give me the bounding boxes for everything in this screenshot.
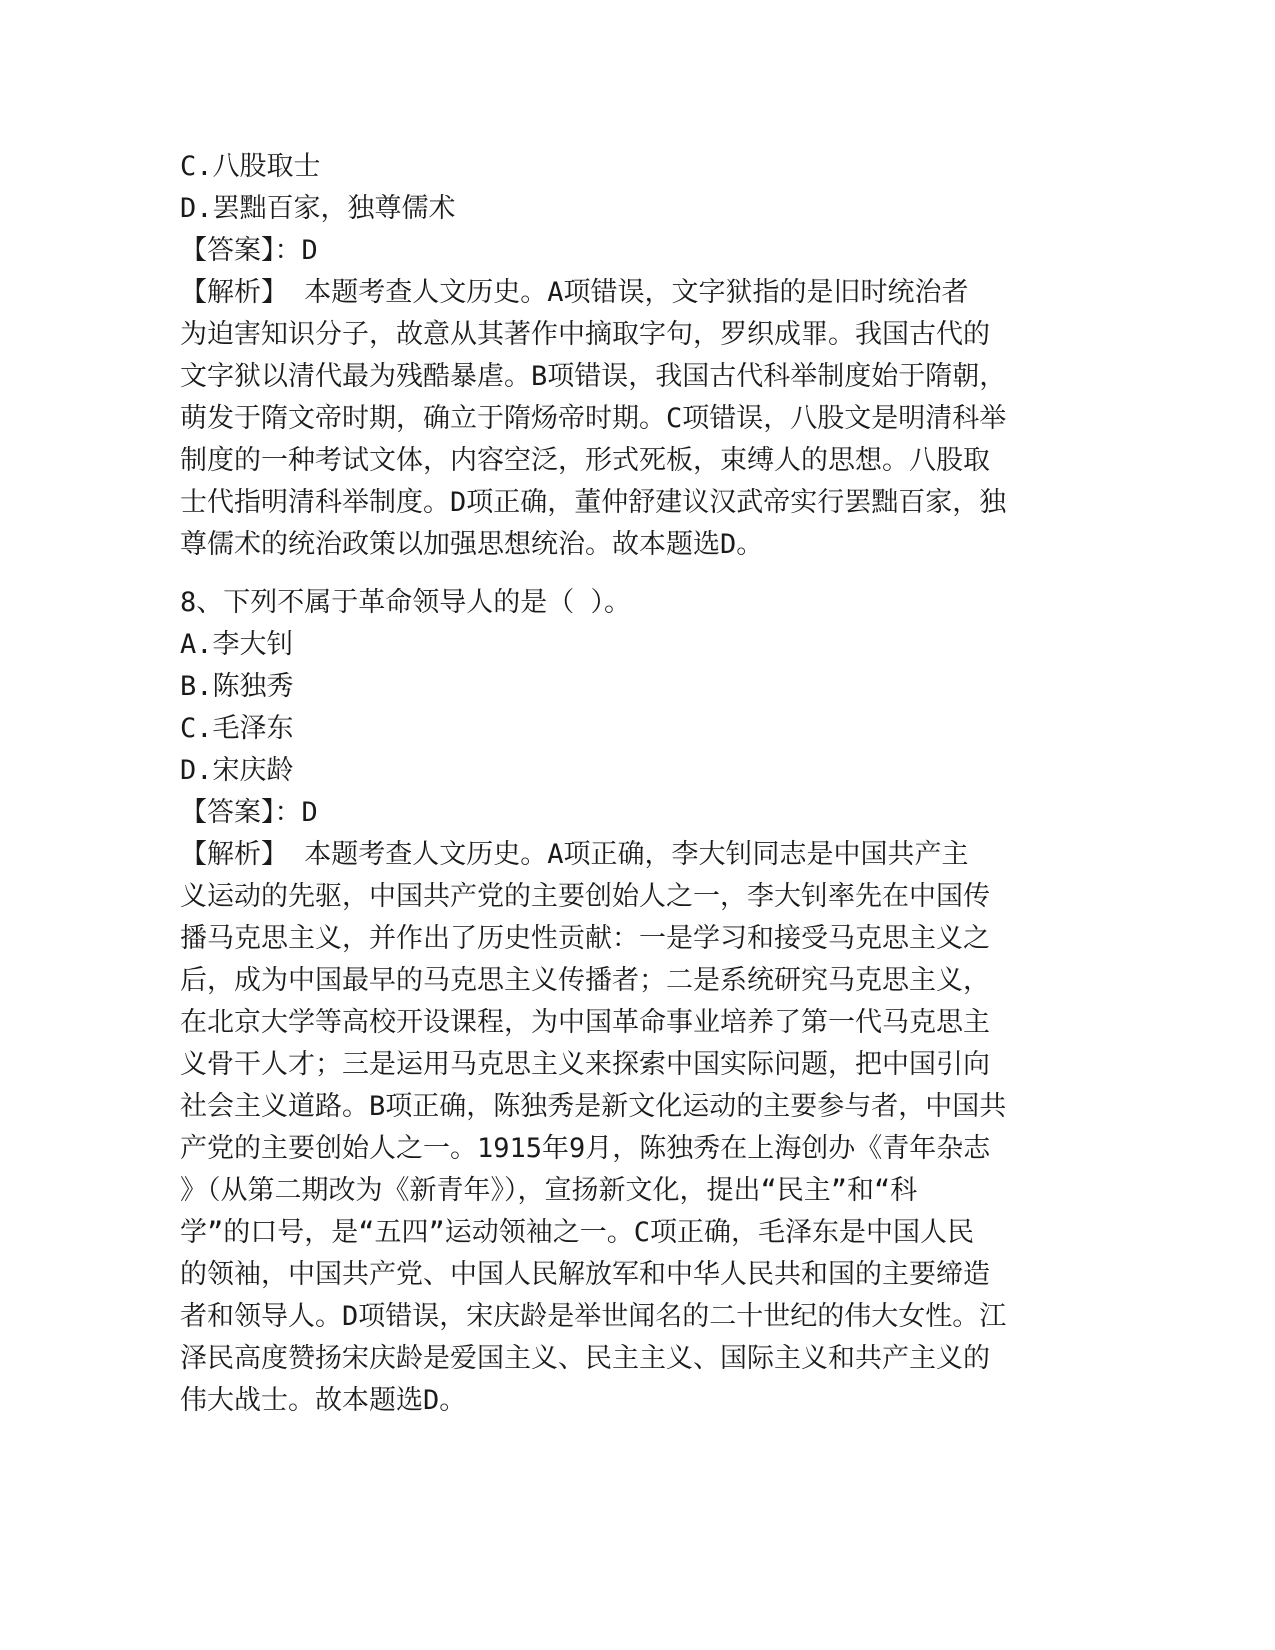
q8-analysis-line: 社会主义道路。B项正确，陈独秀是新文化运动的主要参与者，中国共 [180,1091,1007,1122]
document-page [180,146,1080,1422]
q8-question: 8、下列不属于革命领导人的是（ ）。 [180,587,632,618]
q7-analysis-line: 制度的一种考试文体，内容空泛，形式死板，束缚人的思想。八股取 [180,445,990,476]
q8-option-a: A.李大钊 [180,629,294,660]
q8-analysis-line: 伟大战士。故本题选D。 [180,1385,467,1416]
q8-analysis-line: 在北京大学等高校开设课程，为中国革命事业培养了第一代马克思主 [180,1007,990,1038]
q8-analysis-line: 后，成为中国最早的马克思主义传播者；二是系统研究马克思主义， [180,965,990,996]
q8-analysis-line: 义骨干人才；三是运用马克思主义来探索中国实际问题，把中国引向 [180,1049,990,1080]
q7-analysis-line: 文字狱以清代最为残酷暴虐。B项错误，我国古代科举制度始于隋朝， [180,361,1007,392]
q8-analysis-line: 【解析】 本题考查人文历史。A项正确，李大钊同志是中国共产主 [180,839,969,870]
q8-option-c: C.毛泽东 [180,713,294,744]
q8-option-b: B.陈独秀 [180,671,294,702]
q8-analysis-line: 播马克思主义，并作出了历史性贡献：一是学习和接受马克思主义之 [180,923,990,954]
section-gap [180,566,1080,582]
q8-analysis-line: 》（从第二期改为《新青年》），宣扬新文化，提出“民主”和“科 [180,1175,918,1206]
q7-analysis-line: 为迫害知识分子，故意从其著作中摘取字句，罗织成罪。我国古代的 [180,319,990,350]
q7-analysis-line: 尊儒术的统治政策以加强思想统治。故本题选D。 [180,529,764,560]
q7-analysis-line: 【解析】 本题考查人文历史。A项错误，文字狱指的是旧时统治者 [180,277,969,308]
q7-option-d: D.罢黜百家，独尊儒术 [180,193,456,224]
q8-analysis-line: 产党的主要创始人之一。1915年9月，陈独秀在上海创办《青年杂志 [180,1133,991,1164]
q7-analysis-line: 萌发于隋文帝时期，确立于隋炀帝时期。C项错误，八股文是明清科举 [180,403,1007,434]
q8-analysis-line: 的领袖，中国共产党、中国人民解放军和中华人民共和国的主要缔造 [180,1259,990,1290]
q8-analysis-line: 义运动的先驱，中国共产党的主要创始人之一，李大钊率先在中国传 [180,881,990,912]
q8-analysis-line: 学”的口号，是“五四”运动领袖之一。C项正确，毛泽东是中国人民 [180,1217,975,1248]
q8-analysis-line: 者和领导人。D项错误，宋庆龄是举世闻名的二十世纪的伟大女性。江 [180,1301,1007,1332]
q7-option-c: C.八股取士 [180,151,321,182]
q7-answer: 【答案】：D [180,235,318,266]
q8-option-d: D.宋庆龄 [180,755,294,786]
q8-answer: 【答案】：D [180,797,318,828]
q7-analysis-line: 士代指明清科举制度。D项正确，董仲舒建议汉武帝实行罢黜百家，独 [180,487,1007,518]
q8-analysis-line: 泽民高度赞扬宋庆龄是爱国主义、民主主义、国际主义和共产主义的 [180,1343,990,1374]
